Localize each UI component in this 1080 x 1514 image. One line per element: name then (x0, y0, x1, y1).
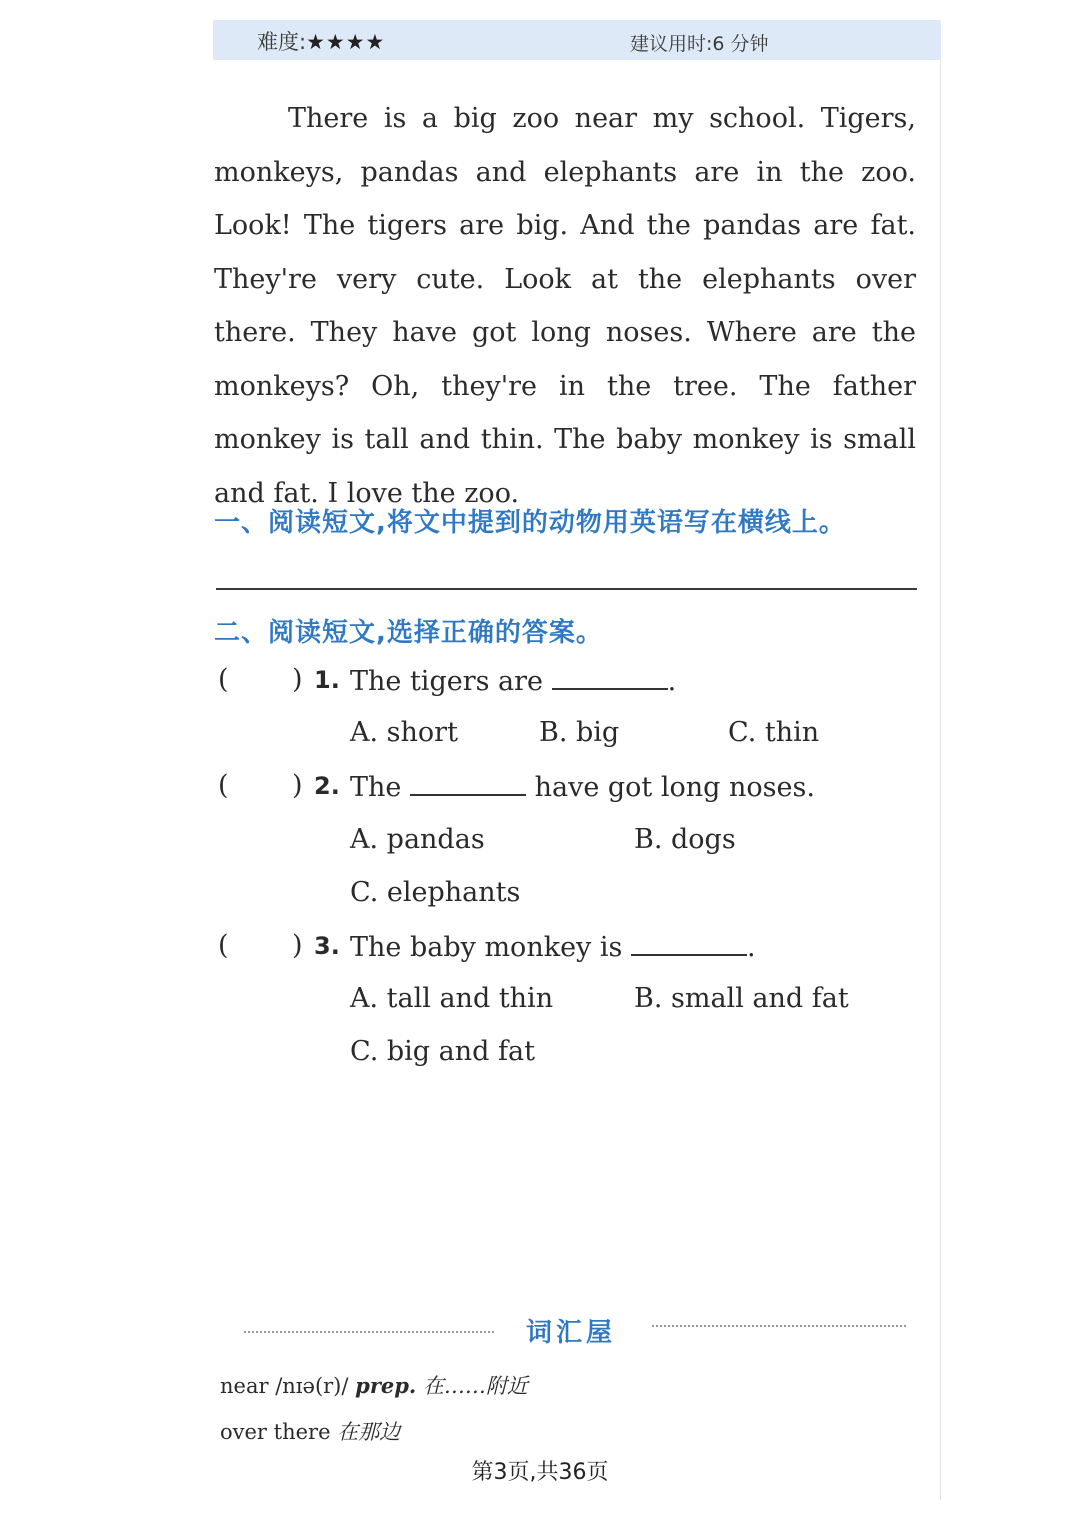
page-number: 第3页,共36页 (471, 1460, 609, 1485)
option-a[interactable]: A. short (350, 717, 458, 748)
question-text-before: The baby monkey is (350, 932, 623, 963)
vocab-entry (220, 1416, 400, 1446)
difficulty-rating (257, 26, 385, 56)
question-number: 2. (314, 772, 340, 800)
question-text (350, 930, 756, 963)
answer-paren-close: ) (292, 930, 303, 961)
option-c[interactable]: C. thin (728, 717, 820, 748)
reading-passage: There is a big zoo near my school. Tigers, monkeys, pandas and elephants are in the zoo. Look! The tigers are big. And the pandas are fat. They're very cute. Look at the elephants over there. They have got long noses. Where are the monkeys? Oh, they're in the tree. The father monkey is tall and thin. The baby monkey is small and fat. I love the zoo. (214, 103, 916, 509)
fill-in-blank[interactable] (410, 770, 526, 796)
answer-paren-close: ) (292, 664, 303, 695)
difficulty-label: 难度: (257, 30, 307, 54)
suggested-time: 建议用时:6 分钟 (630, 33, 769, 55)
section-1-title: 一、阅读短文,将文中提到的动物用英语写在横线上。 (214, 508, 846, 538)
vocab-part-of-speech: prep. (355, 1373, 417, 1398)
option-b[interactable]: B. big (539, 717, 620, 748)
vocab-word: near (220, 1374, 269, 1398)
difficulty-stars: ★★★★ (306, 30, 386, 54)
option-b[interactable]: B. dogs (634, 824, 736, 855)
question-text-before: The tigers are (350, 666, 544, 697)
answer-paren-open[interactable]: ( (218, 930, 229, 961)
question-number: 3. (314, 932, 340, 960)
answer-line[interactable] (216, 588, 917, 590)
question-text (350, 664, 676, 697)
header-bar (213, 20, 941, 60)
page-edge-line (940, 60, 941, 1500)
section-2-title: 二、阅读短文,选择正确的答案。 (214, 618, 603, 648)
option-b[interactable]: B. small and fat (634, 983, 849, 1014)
vocab-word: over there (220, 1420, 331, 1444)
question-text-after: . (667, 666, 677, 697)
question-number: 1. (314, 666, 340, 694)
vocab-phonetic: /nɪə(r)/ (275, 1374, 349, 1398)
question-text (350, 770, 815, 803)
vocab-entry (220, 1370, 528, 1400)
option-a[interactable]: A. tall and thin (350, 983, 554, 1014)
fill-in-blank[interactable] (552, 664, 668, 690)
answer-paren-open[interactable]: ( (218, 770, 229, 801)
question-text-after: . (746, 932, 756, 963)
question-text-before: The (350, 772, 402, 803)
vocab-meaning: 在……附近 (422, 1374, 528, 1398)
vocab-title: 词汇屋 (526, 1318, 617, 1348)
option-c[interactable]: C. elephants (350, 877, 521, 908)
vocab-divider-right (652, 1325, 906, 1327)
option-a[interactable]: A. pandas (350, 824, 485, 855)
answer-paren-close: ) (292, 770, 303, 801)
vocab-divider-left (244, 1331, 494, 1333)
question-text-after: have got long noses. (534, 772, 815, 803)
fill-in-blank[interactable] (631, 930, 747, 956)
vocab-meaning: 在那边 (337, 1420, 401, 1444)
option-c[interactable]: C. big and fat (350, 1036, 535, 1067)
answer-paren-open[interactable]: ( (218, 664, 229, 695)
